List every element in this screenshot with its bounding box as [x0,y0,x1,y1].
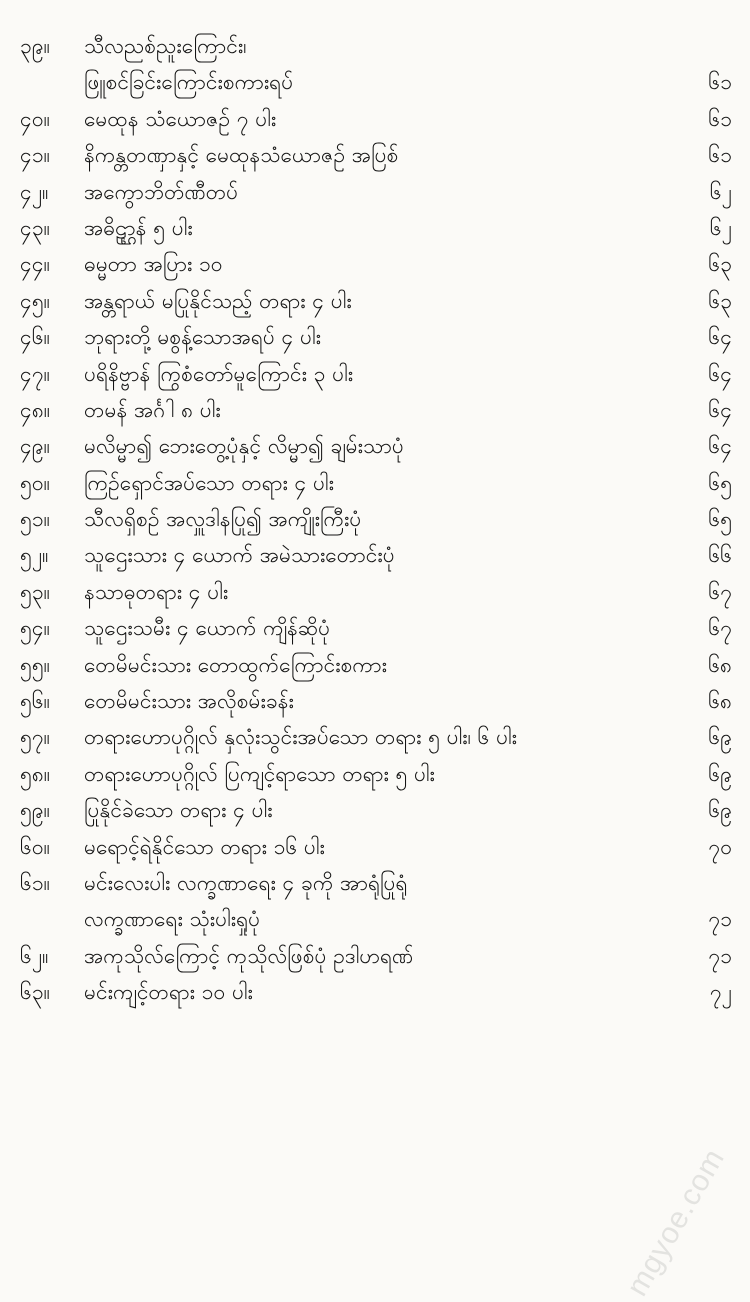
entry-title: တရားဟောပုဂ္ဂိုလ် ပြကျင့်ရာသော တရား ၅ ပါး [84,761,435,786]
entry-title: ကြဉ်ရှောင်အပ်သော တရား ၄ ပါး [84,470,334,495]
entry-page-number: ၆၃ [708,288,732,313]
entry-number: ၄၈။ [20,397,51,422]
toc-entry [20,283,732,319]
entry-number: ၄၀။ [20,106,50,131]
entry-page-number: ၆၄ [708,361,732,386]
entry-page-number: ၆၇ [708,616,732,641]
entry-page-number: ၇၀ [708,834,732,859]
entry-number: ၆၃။ [20,980,50,1005]
entry-number: ၄၃။ [20,215,50,240]
entry-number: ၄၂။ [20,179,49,204]
toc-entry [20,246,732,282]
entry-number: ၅၀။ [20,470,50,495]
toc-entry [20,574,732,610]
toc-entry [20,756,732,792]
entry-page-number: ၆၄ [708,434,732,459]
toc-entry [20,210,732,246]
entry-number: ၅၁။ [20,507,50,532]
toc-entry [20,64,732,100]
toc-entry [20,647,732,683]
entry-title: သီလညစ်ညူးကြောင်း၊ [84,34,247,58]
entry-title: တရားဟောပုဂ္ဂိုလ် နှလုံးသွင်းအပ်သော တရား ၅ ပါး၊ ၆ ပါး [84,725,518,750]
entry-number: ၆၀။ [20,834,50,859]
toc-entry [20,719,732,755]
entry-number: ၄၉။ [20,434,50,459]
entry-title: သီလရှိစဉ် အလှူဒါနပြု၍ အကျိုးကြီးပုံ [84,507,362,532]
entry-number: ၆၁။ [20,870,50,895]
entry-page-number: ၆၈ [708,652,732,677]
toc-entry [20,137,732,173]
entry-page-number: ၆၇ [708,579,732,604]
entry-page-number: ၆၄ [708,325,732,350]
entry-title: အကွောဘိတ်ဏီတပ် [84,179,239,204]
entry-page-number: ၆၁ [708,143,732,168]
entry-number: ၅၃။ [20,579,50,604]
entry-page-number: ၆၁ [708,70,732,95]
entry-title: အဓိဠ္ဌာန် ၅ ပါး [84,215,193,240]
entry-page-number: ၆၄ [708,397,732,422]
entry-page-number: ၆၆ [708,543,732,568]
entry-page-number: ၇၂ [709,980,732,1005]
watermark: mgyoe.com [620,1143,732,1302]
entry-title: ဖြူစင်ခြင်းကြောင်းစကားရပ် [84,70,294,95]
entry-number: ၅၆။ [20,689,50,714]
entry-page-number: ၆၅ [708,507,732,532]
entry-page-number: ၆၉ [708,798,732,823]
entry-number: ၄၄။ [20,252,50,277]
toc-entry [20,501,732,537]
toc-entry [20,683,732,719]
entry-page-number: ၆၈ [708,689,732,714]
entry-number: ၅၉။ [20,798,50,823]
entry-number: ၃၉။ [20,34,50,58]
table-of-contents [20,28,732,1011]
entry-page-number: ၆၃ [708,252,732,277]
entry-title: မေထုန သံယောဇဉ် ၇ ပါး [84,106,277,131]
entry-title: ဘုရားတို့ မစွန့်သောအရပ် ၄ ပါး [84,325,321,350]
toc-entry [20,392,732,428]
entry-number: ၅၇။ [20,725,50,750]
toc-entry [20,974,732,1010]
entry-title: မလိမ္မာ၍ ဘေးတွေ့ပုံနှင့် လိမ္မာ၍ ချမ်းသာပုံ [84,434,404,459]
entry-number: ၅၈။ [20,761,51,786]
entry-page-number: ၆၉ [708,725,732,750]
entry-page-number: ၆၅ [708,470,732,495]
entry-number: ၄၁။ [20,143,50,168]
entry-title: မင်းကျင့်တရား ၁၀ ပါး [84,980,253,1005]
toc-entry [20,101,732,137]
entry-title: မရောင့်ရဲနိုင်သော တရား ၁၆ ပါး [84,834,325,859]
entry-title: အကုသိုလ်ကြောင့် ကုသိုလ်ဖြစ်ပုံ ဥဒါဟရဏ် [84,943,414,968]
toc-entry [20,174,732,210]
toc-entry [20,829,732,865]
entry-title: တေမိမင်းသား အလိုစမ်းခန်း [84,689,294,714]
entry-number: ၄၆။ [20,325,50,350]
toc-entry [20,792,732,828]
entry-title: ပရိနိဗ္ဗာန် ကြွစံတော်မူကြောင်း ၃ ပါး [84,361,354,386]
entry-title: မင်းလေးပါး လက္ခဏာရေး ၄ ခုကို အာရုံပြုရုံ [84,870,408,895]
entry-number: ၅၅။ [20,652,50,677]
entry-title: သူဌေးသား ၄ ယောက် အမဲသားတောင်းပုံ [84,543,395,568]
toc-entry [20,356,732,392]
entry-title: အန္တရာယ် မပြုနိုင်သည့် တရား ၄ ပါး [84,288,352,313]
entry-title: ဓမ္မတာ အပြား ၁၀ [84,252,223,277]
toc-entry [20,28,732,64]
entry-page-number: ၆၂ [709,179,732,204]
entry-number: ၄၅။ [20,288,50,313]
entry-title: သူဌေးသမီး ၄ ယောက် ကျိန်ဆိုပုံ [84,616,331,641]
entry-title: ပြုနိုင်ခဲသော တရား ၄ ပါး [84,798,273,823]
entry-title: တမန် အင်္ဂါ ၈ ပါး [84,397,221,422]
entry-number: ၄၇။ [20,361,50,386]
toc-entry [20,938,732,974]
entry-page-number: ၆၂ [709,215,732,240]
entry-page-number: ၇၁ [708,907,732,932]
toc-entry [20,465,732,501]
entry-page-number: ၇၁ [708,943,732,968]
entry-page-number: ၆၉ [708,761,732,786]
entry-title: နသာဓုတရား ၄ ပါး [84,579,229,604]
entry-title: နိကန္တတဏှာနှင့် မေထုနသံယောဇဉ် အပြစ် [84,143,399,168]
toc-entry [20,319,732,355]
toc-entry [20,901,732,937]
toc-entry [20,865,732,901]
entry-page-number: ၆၁ [708,106,732,131]
entry-title: တေမိမင်းသား တောထွက်ကြောင်းစကား [84,652,387,677]
entry-number: ၆၂။ [20,943,49,968]
toc-entry [20,428,732,464]
entry-title: လက္ခဏာရေး သုံးပါးရှုပုံ [84,907,261,932]
toc-entry [20,537,732,573]
toc-entry [20,610,732,646]
entry-number: ၅၄။ [20,616,50,641]
entry-number: ၅၂။ [20,543,49,568]
